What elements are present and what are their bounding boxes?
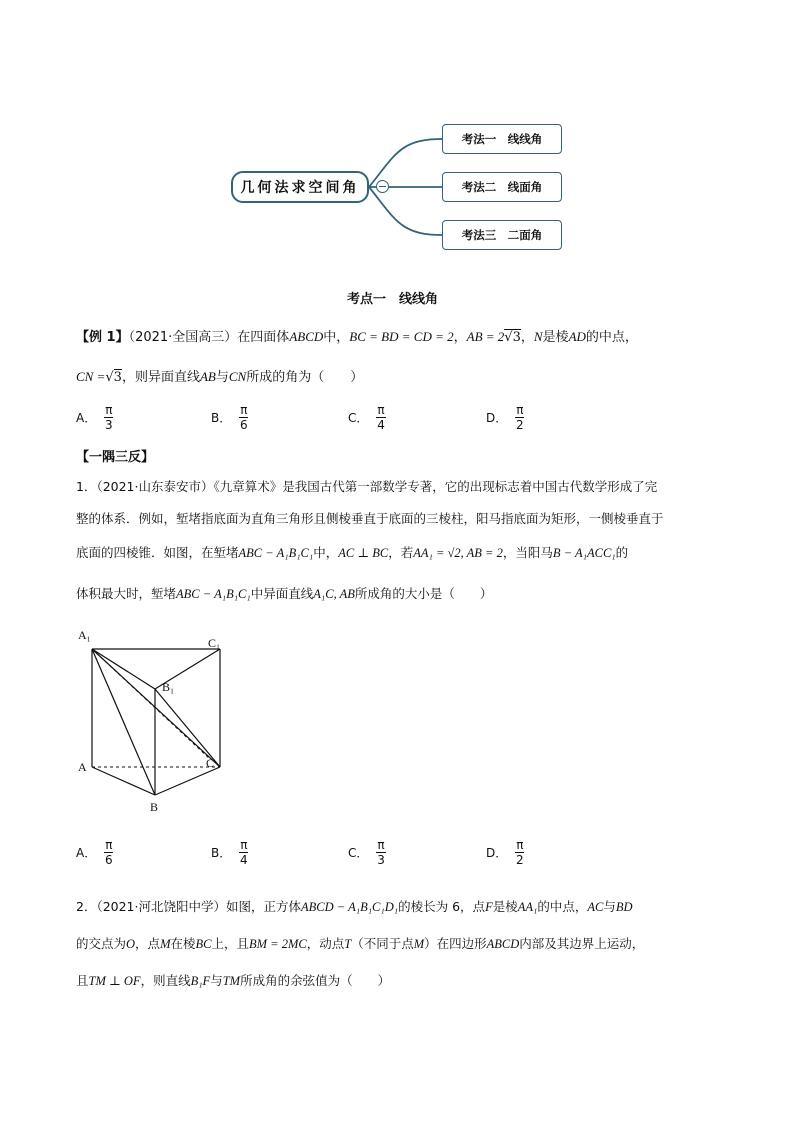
q2-text: 且 <box>76 973 89 988</box>
q2-text: 的中点， <box>537 899 588 914</box>
q2-text: 与 <box>210 973 223 988</box>
q2-text: ，则直线 <box>140 973 191 988</box>
q2-line3 <box>76 971 390 989</box>
mindmap-root[interactable]: 几何法求空间角 <box>231 171 369 203</box>
q2-line1 <box>76 897 633 915</box>
option-label: C． <box>348 846 369 860</box>
label-b1: B₁ <box>162 680 175 694</box>
ex1-sqrt3: 3 <box>512 330 521 345</box>
q2-text: 在棱 <box>170 936 196 951</box>
q2-bm: BM = 2MC <box>249 937 307 951</box>
q2-b1f: B₁F <box>190 974 211 988</box>
q2-text: ）在四边形 <box>424 936 487 951</box>
ex1-text: 的中点， <box>585 330 638 345</box>
q2-text: 的棱长为 6，点 <box>398 899 486 914</box>
ex1-text: 与 <box>215 370 229 385</box>
q1-text: 的 <box>615 545 629 560</box>
edge-b-c <box>155 767 220 795</box>
q2-tm: TM ⊥ OF <box>88 974 141 988</box>
example-source: （2021·全国高三） <box>128 330 238 345</box>
frac-num: π <box>240 403 248 417</box>
q1-cond: AA₁ = √2, AB = 2 <box>413 546 503 560</box>
ex1-option-b[interactable] <box>211 403 248 432</box>
q1-prism: ABC − A₁B₁C₁ <box>238 546 314 560</box>
q1-text: ，若 <box>388 545 414 560</box>
q2-bd: BD <box>615 900 633 914</box>
q2-f: F <box>485 900 493 914</box>
q1-perp: AC ⊥ BC <box>338 546 389 560</box>
option-label: C． <box>348 411 369 425</box>
q2-text: 是棱 <box>492 899 518 914</box>
collapse-toggle[interactable] <box>376 180 389 193</box>
mindmap-connectors <box>0 0 794 300</box>
label-a1: A₁ <box>78 628 91 642</box>
q1-text: 底面的四棱锥．如图，在堑堵 <box>76 545 239 560</box>
q2-text: （不同于点 <box>351 936 414 951</box>
example-tag: 【例 1】 <box>76 330 129 345</box>
ex1-text: 在四面体 <box>237 330 290 345</box>
example1-line2: CN =√3，则异面直线AB与CN所成的角为（ ） <box>76 369 364 385</box>
label-c: C <box>206 756 215 770</box>
q2-text: 的交点为 <box>76 936 127 951</box>
q2-aa1: AA₁ <box>517 900 538 914</box>
q1-prism: ABC − A₁B₁C₁ <box>176 587 251 601</box>
q2-text: 2．（2021·河北饶阳中学）如图，正方体 <box>76 899 301 914</box>
ex1-sqrt3b: 3 <box>113 370 122 385</box>
ex1-text: 中， <box>323 330 350 345</box>
mindmap-branch-3[interactable]: 考法三 二面角 <box>442 220 562 250</box>
frac-num: π <box>105 838 113 852</box>
q2-text: 上，且 <box>211 936 249 951</box>
q1-option-a[interactable] <box>76 838 113 867</box>
option-label: B． <box>211 411 232 425</box>
connector-3 <box>369 187 442 235</box>
option-label: A． <box>76 846 97 860</box>
prism-figure <box>70 625 240 815</box>
ex1-option-d[interactable] <box>486 403 524 432</box>
q1-option-c[interactable] <box>348 838 386 867</box>
q1-lines: A₁C, AB <box>313 587 355 601</box>
ex1-option-a[interactable] <box>76 403 113 432</box>
ex1-eq1: BC = BD = CD = 2 <box>349 329 454 344</box>
ex1-text: 是棱 <box>542 330 569 345</box>
edge-a1-b <box>92 649 155 795</box>
ex1-abcd: ABCD <box>289 329 324 344</box>
ex1-text: ，则异面直线 <box>121 370 200 385</box>
q1-line1: 1．（2021·山东泰安市）《九章算术》是我国古代第一部数学专著，它的出现标志着中国古代数学形成了完 <box>76 479 658 494</box>
q1-pyramid: B − A₁ACC₁ <box>552 546 616 560</box>
q2-cube: ABCD − A₁B₁C₁D₁ <box>301 900 399 914</box>
q2-ac: AC <box>587 900 604 914</box>
frac-den: 4 <box>240 853 248 867</box>
q2-bc: BC <box>195 937 212 951</box>
ex1-option-c[interactable] <box>348 403 386 432</box>
q2-o: O <box>126 937 136 951</box>
practice-header: 【一隅三反】 <box>76 450 155 465</box>
label-a: A <box>78 760 87 774</box>
q1-text: ，当阳马 <box>502 545 553 560</box>
option-label: D． <box>486 411 508 425</box>
q1-option-d[interactable] <box>486 838 524 867</box>
q1-option-b[interactable] <box>211 838 248 867</box>
ex1-sep: ， <box>453 330 467 345</box>
ex1-ad: AD <box>568 329 586 344</box>
q1-text: 中异面直线 <box>250 586 314 601</box>
edge-a1-b1 <box>92 649 155 689</box>
q1-line2: 整的体系．例如，堑堵指底面为直角三角形且侧棱垂直于底面的三棱柱，阳马指底面为矩形，一侧棱垂直于 <box>76 511 664 526</box>
frac-den: 2 <box>516 418 524 432</box>
q2-m: M <box>160 937 171 951</box>
q2-line2 <box>76 934 644 952</box>
q2-m: M <box>413 937 425 951</box>
frac-num: π <box>240 838 248 852</box>
q2-text: 所成角的余弦值为（ ） <box>240 973 391 988</box>
q1-line3 <box>76 543 628 561</box>
frac-num: π <box>516 403 524 417</box>
ex1-eq2: AB = 2 <box>466 329 505 344</box>
ex1-ab: AB <box>199 369 216 384</box>
ex1-text: 所成的角为（ ） <box>246 370 364 385</box>
frac-den: 6 <box>240 418 248 432</box>
q2-abcd: ABCD <box>486 937 520 951</box>
q2-text: 内部及其边界上运动， <box>519 936 645 951</box>
mindmap-branch-2[interactable]: 考法二 线面角 <box>442 172 562 202</box>
option-label: A． <box>76 411 97 425</box>
option-label: D． <box>486 846 508 860</box>
q2-text: ，点 <box>135 936 161 951</box>
q1-line4 <box>76 584 492 602</box>
frac-den: 2 <box>516 853 524 867</box>
frac-den: 3 <box>105 418 113 432</box>
option-label: B． <box>211 846 232 860</box>
edge-a-b <box>92 767 155 795</box>
q1-text: 中， <box>313 545 339 560</box>
ex1-sep: ， <box>520 330 534 345</box>
frac-num: π <box>377 403 385 417</box>
ex1-eq3: CN = <box>76 369 106 384</box>
example1-line1: 【例 1】（2021·全国高三）在四面体ABCD中，BC = BD = CD = 2，AB = 2√3，N是棱AD的中点， <box>76 329 638 345</box>
label-b: B <box>150 800 159 814</box>
q2-text: ，动点 <box>306 936 345 951</box>
ex1-cn: CN <box>228 369 247 384</box>
frac-num: π <box>516 838 524 852</box>
section-title: 考点一 线线角 <box>347 292 439 307</box>
label-c1: C₁ <box>208 636 221 650</box>
q2-text: 与 <box>603 899 616 914</box>
frac-den: 4 <box>377 418 385 432</box>
mindmap-branch-1[interactable]: 考法一 线线角 <box>442 124 562 154</box>
frac-num: π <box>377 838 385 852</box>
q1-text: 体积最大时，堑堵 <box>76 586 177 601</box>
q2-tm: TM <box>222 974 241 988</box>
q2-t: T <box>344 937 352 951</box>
frac-den: 3 <box>377 853 385 867</box>
frac-num: π <box>105 403 113 417</box>
q1-text: 所成角的大小是（ ） <box>354 586 493 601</box>
frac-den: 6 <box>105 853 113 867</box>
ex1-n: N <box>533 329 543 344</box>
